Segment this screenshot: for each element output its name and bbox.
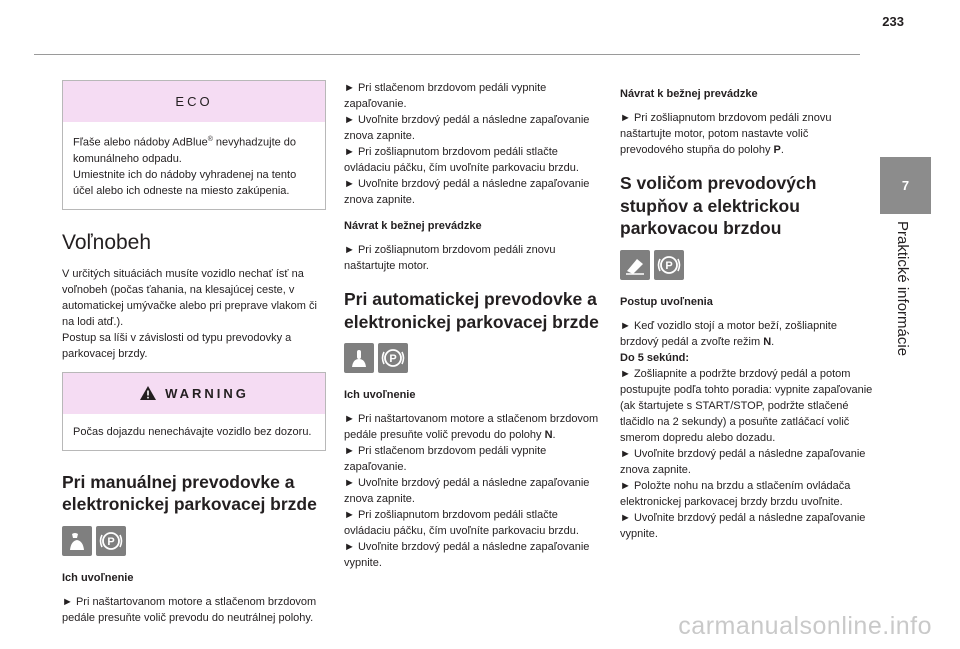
warning-text: Počas dojazdu nenechávajte vozidlo bez dozoru.	[73, 425, 312, 438]
selector-subheading: Postup uvoľnenia	[620, 295, 713, 308]
warning-box	[62, 372, 326, 451]
eco-box	[62, 80, 326, 210]
automatic-step-3: ► Uvoľnite brzdový pedál a následne zapaľovanie znova zapnite.	[344, 477, 590, 505]
svg-text:P: P	[389, 353, 397, 365]
eco-text-1b: nevyhadzujte do komunálneho odpadu.	[73, 136, 297, 165]
eco-text-1	[73, 132, 315, 167]
eco-box-body	[63, 122, 325, 209]
header-rule	[34, 54, 860, 55]
selector-step-3: ► Uvoľnite brzdový pedál a následne zapaľovanie znova zapnite.	[620, 447, 866, 476]
page-number: 233	[882, 14, 904, 29]
automatic-step-4: ► Pri zošliapnutom brzdovom pedáli stlačte ovládaciu páčku, čím uvoľníte parkovaciu brzdu.	[344, 509, 579, 537]
selector-title: S voličom prevodových stupňov a elektrickou parkovacou brzdou	[620, 173, 817, 238]
selector-within-5s: Do 5 sekúnd:	[620, 351, 690, 364]
column-2	[344, 80, 606, 581]
watermark: carmanualsonline.info	[678, 612, 932, 640]
eco-text-2: Umiestnite ich do nádoby vyhradenej na tento účel alebo ich odneste na miesto zakúpenia.	[73, 168, 297, 197]
automatic-title: Pri automatickej prevodovke a elektronickej parkovacej brzde	[344, 289, 599, 332]
manual-step-3: ► Uvoľnite brzdový pedál a následne zapaľovanie znova zapnite.	[344, 114, 590, 142]
auto-back-text-a: ► Pri zošliapnutom brzdovom pedáli znovu naštartujte motor, potom nastavte volič prevodového stupňa do polohy	[620, 112, 832, 156]
manual-step-2: ► Pri stlačenom brzdovom pedáli vypnite zapaľovanie.	[344, 82, 547, 110]
manual-icons	[62, 526, 326, 556]
warning-title: WARNING	[165, 385, 249, 401]
position-p: P	[773, 144, 781, 156]
chapter-title	[894, 221, 918, 381]
warning-triangle-icon	[139, 385, 157, 401]
automatic-step-5: ► Uvoľnite brzdový pedál a následne zapaľovanie vypnite.	[344, 541, 590, 569]
automatic-step-1c: .	[552, 429, 556, 441]
automatic-step-2: ► Pri stlačenom brzdovom pedáli vypnite zapaľovanie.	[344, 445, 547, 473]
manual-title: Pri manuálnej prevodovke a elektronickej parkovacej brzde	[62, 471, 317, 515]
column-3	[620, 80, 874, 552]
position-n: N	[763, 335, 772, 348]
electric-parking-brake-icon	[654, 250, 684, 280]
selector-step-2: ► Zošliapnite a podržte brzdový pedál a potom postupujte podľa tohto poradia: vypnite zapaľovanie (ak štartujete s START/STOP, podržte stlačené tlačidlo na 2 sekundy) a posuňte zatláčací volič smerom dopredu alebo dozadu.	[620, 367, 873, 444]
svg-text:P: P	[665, 259, 673, 272]
chapter-title-text: Praktické informácie	[894, 221, 911, 357]
eco-box-header	[63, 81, 325, 122]
auto-back-title: Návrat k bežnej prevádzke	[620, 88, 758, 100]
electric-parking-brake-icon	[378, 343, 408, 373]
manual-step-1: ► Pri naštartovanom motore a stlačenom brzdovom pedále presuňte volič prevodu do neutrálnej polohy.	[62, 595, 317, 624]
selector-step-1	[620, 318, 874, 350]
manual-gearbox-icon	[62, 526, 92, 556]
automatic-gearbox-icon	[344, 343, 374, 373]
volnobeh-title: Voľnobeh	[62, 230, 152, 254]
manual-back-text: ► Pri zošliapnutom brzdovom pedáli znovu naštartujte motor.	[344, 244, 556, 272]
manual-subheading: Ich uvoľnenie	[62, 571, 134, 584]
automatic-step-1	[344, 411, 606, 443]
electric-parking-brake-icon	[96, 526, 126, 556]
auto-back-text-c: .	[780, 144, 784, 156]
position-n: N	[544, 429, 553, 441]
selector-step-5: ► Uvoľnite brzdový pedál a následne zapaľovanie vypnite.	[620, 511, 866, 540]
automatic-icons	[344, 343, 606, 373]
registered-mark: ®	[207, 136, 213, 143]
automatic-subheading: Ich uvoľnenie	[344, 389, 416, 401]
chapter-tab[interactable]	[880, 157, 931, 214]
manual-back-title: Návrat k bežnej prevádzke	[344, 220, 482, 232]
gear-selector-icon	[620, 250, 650, 280]
manual-step-5: ► Uvoľnite brzdový pedál a následne zapaľovanie znova zapnite.	[344, 178, 590, 206]
manual-step-4: ► Pri zošliapnutom brzdovom pedáli stlačte ovládaciu páčku, čím uvoľníte parkovaciu brzdu.	[344, 146, 579, 174]
volnobeh-text-2: Postup sa líši v závislosti od typu prevodovky a parkovacej brzdy.	[62, 331, 292, 360]
eco-text-1a: Fľaše alebo nádoby AdBlue	[73, 136, 208, 149]
svg-text:P: P	[107, 535, 115, 548]
selector-icons	[620, 250, 874, 280]
chapter-number: 7	[901, 178, 910, 193]
selector-step-1c: .	[771, 335, 775, 348]
selector-step-4: ► Položte nohu na brzdu a stlačením ovládača elektronickej parkovacej brzdy brzdu uvoľnite.	[620, 479, 851, 508]
auto-back-text	[620, 110, 874, 158]
warning-box-header	[63, 373, 325, 414]
automatic-step-1a: ► Pri naštartovanom motore a stlačenom brzdovom pedále presuňte volič prevodu do polohy	[344, 413, 599, 441]
selector-step-1a: ► Keď vozidlo stojí a motor beží, zošliapnite brzdový pedál a zvoľte režim	[620, 319, 837, 348]
volnobeh-text-1: V určitých situáciách musíte vozidlo nechať ísť na voľnobeh (počas ťahania, na klesajúcej ceste, v automatickej umývačke alebo pri preprave vlakom či na lodi atď.).	[62, 267, 317, 328]
column-1	[62, 80, 326, 636]
eco-title: ECO	[175, 94, 213, 109]
warning-box-body	[63, 414, 325, 450]
